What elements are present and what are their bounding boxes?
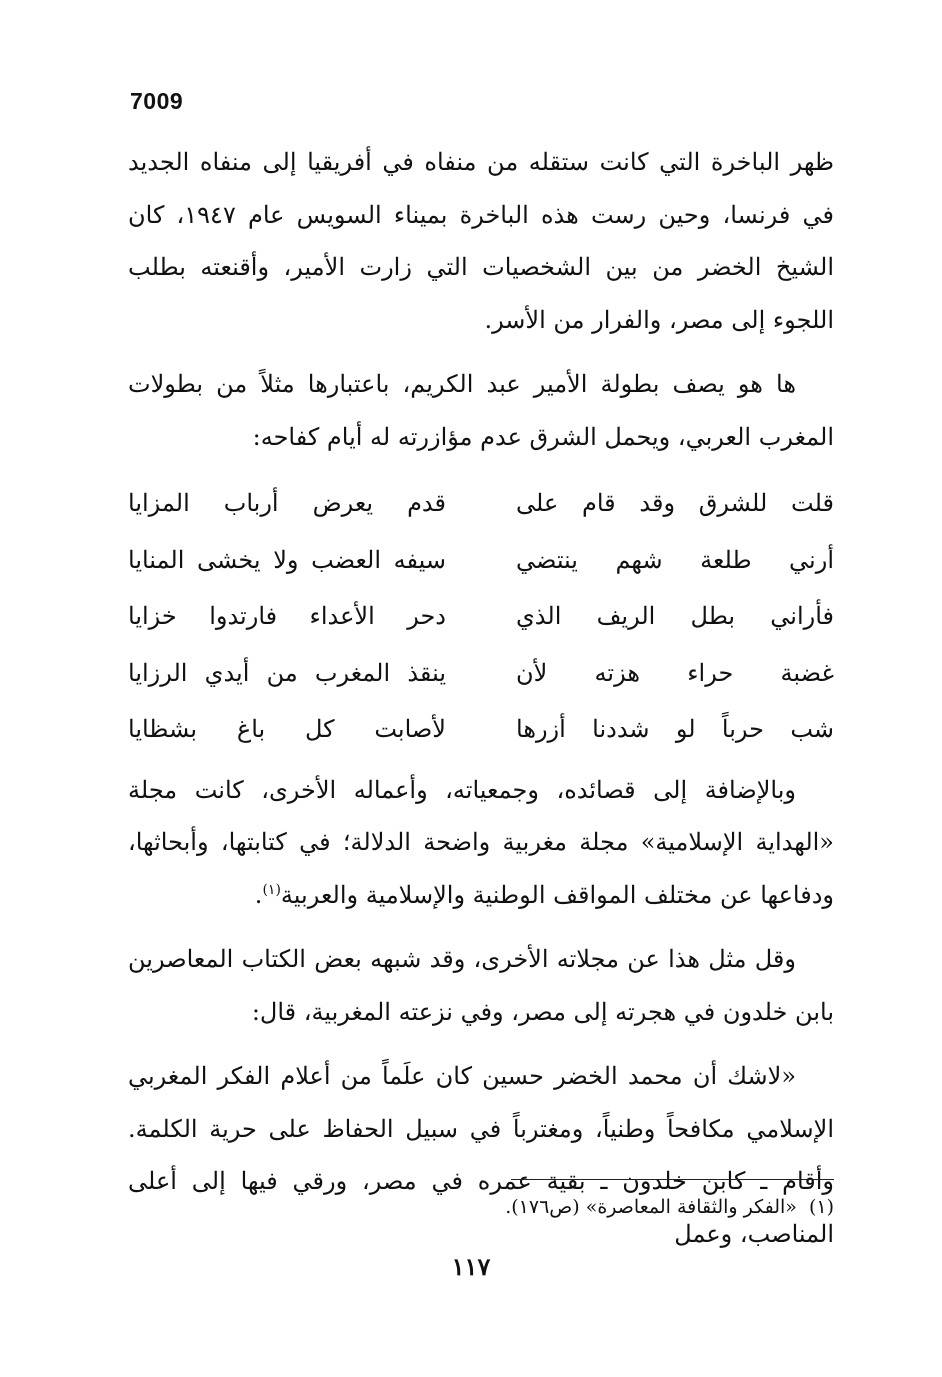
page-id-label: 7009 bbox=[130, 88, 184, 114]
verse-second-hemistich: دحر الأعداء فارتدوا خزايا bbox=[128, 602, 446, 630]
poem-verse bbox=[128, 475, 834, 532]
poem-verse bbox=[128, 645, 834, 702]
verse-second-hemistich: لأصابت كل باغ بشظايا bbox=[128, 715, 446, 743]
verse-first-hemistich: غضبة حراء هزته لأن bbox=[516, 658, 834, 687]
poem-verse bbox=[128, 588, 834, 645]
footnote-marker: (١) bbox=[808, 1196, 834, 1218]
footnote-reference[interactable]: (١) bbox=[262, 881, 281, 898]
poem bbox=[128, 475, 834, 758]
verse-first-hemistich: شب حرباً لو شددنا أزرها bbox=[516, 715, 834, 743]
main-text bbox=[128, 136, 834, 1272]
verse-first-hemistich: فأراني بطل الريف الذي bbox=[516, 602, 834, 630]
verse-second-hemistich: قدم يعرض أرباب المزايا bbox=[128, 489, 446, 517]
paragraph-end: . bbox=[254, 880, 263, 909]
verse-first-hemistich: أرني طلعة شهم ينتضي bbox=[516, 545, 834, 574]
page-number: ١١٧ bbox=[451, 1252, 491, 1281]
paragraph: وقل مثل هذا عن مجلاته الأخرى، وقد شبهه بعض الكتاب المعاصرين بابن خلدون في هجرته إلى مصر، وفي نزعته المغربية، قال: bbox=[128, 945, 834, 1026]
quoted-paragraph: «لاشك أن محمد الخضر حسين كان علَماً من أعلام الفكر المغربي الإسلامي مكافحاً وطنياً، ومغترباً في سبيل الحفاظ على حرية الكلمة. وأقام ـ كابن خلدون ـ بقية عمره في مصر، ورقي فيها إلى أعلى المناصب، وعمل bbox=[128, 1062, 834, 1248]
paragraph: ظهر الباخرة التي كانت ستقله من منفاه في أفريقيا إلى منفاه الجديد في فرنسا، وحين رست هذه الباخرة بميناء السويس عام ١٩٤٧، كان الشيخ الخضر من بين الشخصيات التي زارت الأمير، وأقنعته بطلب اللجوء إلى مصر، والفرار من الأسر. bbox=[128, 148, 834, 334]
footnote-divider bbox=[511, 1179, 834, 1180]
poem-verse bbox=[128, 532, 834, 589]
verse-first-hemistich: قلت للشرق وقد قام على bbox=[516, 489, 834, 517]
paragraph bbox=[128, 764, 834, 922]
footnote bbox=[134, 1191, 834, 1223]
poem-verse bbox=[128, 701, 834, 758]
verse-second-hemistich: ينقذ المغرب من أيدي الرزايا bbox=[128, 658, 446, 687]
footnote-text: «الفكر والثقافة المعاصرة» (ص١٧٦). bbox=[505, 1196, 797, 1218]
paragraph: ها هو يصف بطولة الأمير عبد الكريم، باعتبارها مثلاً من بطولات المغرب العربي، ويحمل الشرق عدم مؤازرته له أيام كفاحه: bbox=[128, 370, 834, 451]
paragraph-text: وبالإضافة إلى قصائده، وجمعياته، وأعماله الأخرى، كانت مجلة «الهداية الإسلامية» مجلة مغربية واضحة الدلالة؛ في كتابتها، وأبحاثها، ودفاعها عن مختلف المواقف الوطنية والإسلامية والعربية bbox=[128, 775, 834, 909]
verse-second-hemistich: سيفه العضب ولا يخشى المنايا bbox=[128, 545, 446, 574]
